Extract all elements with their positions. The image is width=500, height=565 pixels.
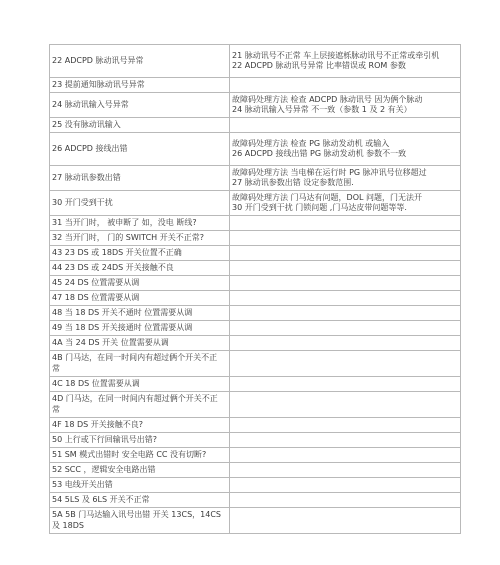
cell-text: 常	[52, 404, 60, 414]
table-row	[50, 392, 461, 418]
cell-text: 及 18DS	[52, 520, 84, 530]
cell-text: 22 ADCPD 脉动讯号异常	[52, 55, 144, 65]
fault-code-cell	[50, 261, 230, 276]
cell-text: 5A 5B 门马达输入讯号出错 开关 13CS，14CS	[52, 510, 221, 519]
fault-code-cell	[50, 191, 230, 216]
fault-code-cell	[50, 231, 230, 246]
table-row	[50, 231, 461, 246]
cell-text: 48 当 18 DS 开关不通时 位置需要从调	[52, 307, 193, 317]
fault-code-cell	[50, 478, 230, 493]
cell-text: 53 电线开关出错	[52, 479, 113, 489]
fault-code-cell	[50, 166, 230, 191]
cell-text: 30 开门受到干扰 门锁问题 ,门马达皮带问题等等.	[232, 203, 407, 212]
table-row	[50, 45, 461, 78]
fault-description-cell	[230, 45, 461, 78]
table-row	[50, 93, 461, 118]
fault-code-cell	[50, 433, 230, 448]
cell-text: 23 提前通知脉动讯号异常	[52, 79, 145, 89]
cell-text: 22 ADCPD 脉动讯号异常 比率错误或 ROM 参数	[232, 61, 406, 70]
cell-text: 27 脉动讯参数出错	[52, 172, 121, 182]
cell-text: 4B 门马达，在同一时间内有超过俩个开关不正	[52, 353, 218, 362]
fault-code-cell	[50, 276, 230, 291]
table-row	[50, 261, 461, 276]
cell-text: 24 脉动讯输入号异常 不一致（参数 1 及 2 有关）	[232, 105, 412, 114]
table-row	[50, 191, 461, 216]
fault-code-cell	[50, 493, 230, 508]
table-row	[50, 418, 461, 433]
fault-code-cell	[50, 133, 230, 166]
fault-code-cell	[50, 306, 230, 321]
table-row	[50, 246, 461, 261]
cell-text: 4A 当 24 DS 开关 位置需要从调	[52, 337, 169, 347]
cell-text: 43 23 DS 或 18DS 开关位置不正确	[52, 247, 182, 257]
cell-text: 25 没有脉动讯输入	[52, 119, 121, 129]
fault-description-cell	[230, 291, 461, 306]
cell-text: 31 当开门时， 被申断了 如，没电 断线?	[52, 217, 197, 227]
fault-code-cell	[50, 336, 230, 351]
cell-text: 27 脉动讯参数出错 设定参数范围.	[232, 178, 354, 187]
cell-text: 4F 18 DS 开关接触不良?	[52, 419, 143, 429]
fault-description-cell	[230, 93, 461, 118]
table-row	[50, 463, 461, 478]
cell-text: 45 24 DS 位置需要从调	[52, 277, 140, 287]
fault-code-cell	[50, 216, 230, 231]
fault-description-cell	[230, 231, 461, 246]
fault-description-cell	[230, 448, 461, 463]
table-row	[50, 448, 461, 463]
table-row	[50, 118, 461, 133]
fault-description-cell	[230, 216, 461, 231]
fault-description-cell	[230, 191, 461, 216]
cell-text: 24 脉动讯输入号异常	[52, 99, 129, 109]
cell-text: 21 脉动讯号不正常 车上层接遮栎脉动讯号不正常或牵引机	[232, 50, 440, 60]
fault-code-cell	[50, 93, 230, 118]
cell-text: 51 SM 模式出错时 安全电路 CC 没有切断?	[52, 449, 207, 459]
cell-text: 故障码处理方法 当电梯在运行时 PG 脉冲讯号位移超过	[232, 167, 427, 177]
fault-description-cell	[230, 78, 461, 93]
cell-text: 4C 18 DS 位置需要从调	[52, 378, 140, 388]
fault-code-table	[49, 44, 461, 534]
table-row	[50, 166, 461, 191]
fault-description-cell	[230, 276, 461, 291]
table-row	[50, 78, 461, 93]
table-row	[50, 216, 461, 231]
table-row	[50, 377, 461, 392]
fault-code-cell	[50, 246, 230, 261]
table-row	[50, 291, 461, 306]
cell-text: 47 18 DS 位置需要从调	[52, 292, 140, 302]
fault-description-cell	[230, 166, 461, 191]
table-row	[50, 321, 461, 336]
cell-text: 50 上行或下行回输讯号出错?	[52, 434, 157, 444]
cell-text: 49 当 18 DS 开关接通时 位置需要从调	[52, 322, 193, 332]
fault-description-cell	[230, 418, 461, 433]
cell-text: 32 当开门时， 门的 SWITCH 开关不正常?	[52, 232, 204, 242]
fault-code-cell	[50, 45, 230, 78]
table-row	[50, 133, 461, 166]
fault-description-cell	[230, 508, 461, 534]
fault-description-cell	[230, 351, 461, 377]
table-row	[50, 493, 461, 508]
fault-description-cell	[230, 377, 461, 392]
fault-description-cell	[230, 261, 461, 276]
cell-text: 54 5LS 及 6LS 开关不正常	[52, 494, 150, 504]
fault-description-cell	[230, 463, 461, 478]
fault-description-cell	[230, 478, 461, 493]
cell-text: 常	[52, 363, 60, 373]
cell-text: 故障码处理方法 门马达有问题，DOL 问题，门无法开	[232, 192, 422, 202]
fault-code-cell	[50, 321, 230, 336]
table-body	[50, 45, 461, 534]
table-row	[50, 276, 461, 291]
fault-description-cell	[230, 336, 461, 351]
fault-description-cell	[230, 246, 461, 261]
fault-description-cell	[230, 118, 461, 133]
cell-text: 故障码处理方法 检查 ADCPD 脉动讯号 因为俩个脉动	[232, 94, 423, 104]
fault-code-cell	[50, 508, 230, 534]
table-row	[50, 306, 461, 321]
table-row	[50, 433, 461, 448]
fault-code-cell	[50, 392, 230, 418]
fault-code-cell	[50, 418, 230, 433]
fault-code-cell	[50, 118, 230, 133]
table-row	[50, 351, 461, 377]
cell-text: 44 23 DS 或 24DS 开关接触不良	[52, 262, 174, 272]
fault-code-cell	[50, 78, 230, 93]
fault-description-cell	[230, 433, 461, 448]
fault-description-cell	[230, 493, 461, 508]
fault-code-cell	[50, 463, 230, 478]
cell-text: 26 ADCPD 接线出错	[52, 143, 128, 153]
fault-code-cell	[50, 377, 230, 392]
cell-text: 52 SCC ，逻辑安全电路出错	[52, 464, 156, 474]
cell-text: 故障码处理方法 检查 PG 脉动发动机 或输入	[232, 138, 390, 148]
fault-description-cell	[230, 133, 461, 166]
fault-code-cell	[50, 448, 230, 463]
table-row	[50, 508, 461, 534]
cell-text: 4D 门马达，在同一时间内有超过俩个开关不正	[52, 394, 218, 403]
cell-text: 30 开门受到干扰	[52, 197, 113, 207]
fault-code-cell	[50, 291, 230, 306]
table-row	[50, 336, 461, 351]
fault-description-cell	[230, 392, 461, 418]
fault-description-cell	[230, 321, 461, 336]
fault-code-cell	[50, 351, 230, 377]
fault-description-cell	[230, 306, 461, 321]
cell-text: 26 ADCPD 接线出错 PG 脉动发动机 参数不一致	[232, 149, 407, 158]
table-row	[50, 478, 461, 493]
